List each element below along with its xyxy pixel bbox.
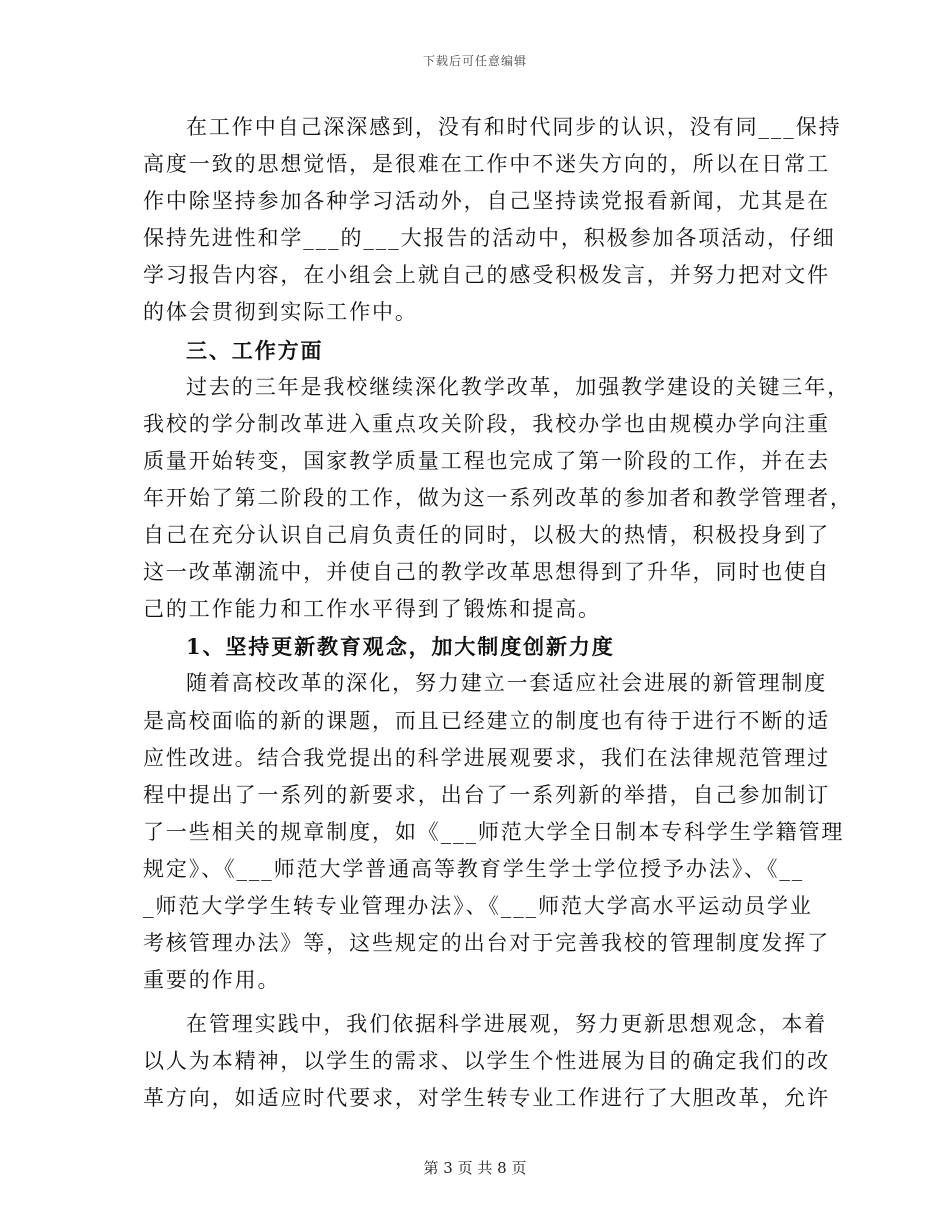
paragraph-line: 规定》、《___师范大学普通高等教育学生学士学位授予办法》、《__ — [143, 856, 805, 881]
paragraph-line: 在工作中自己深深感到，没有和时代同步的认识，没有同___保持 — [186, 115, 842, 139]
document-body — [143, 109, 853, 1118]
paragraph-line: 作中除坚持参加各种学习活动外，自己坚持读党报看新闻，尤其是在 — [143, 189, 830, 214]
paragraph-line: _师范大学学生转专业管理办法》、《___师范大学高水平运动员学业 — [143, 893, 813, 918]
paragraph-line: 应性改进。结合我党提出的科学进展观要求，我们在法律规范管理过 — [143, 745, 830, 770]
paragraph-line: 的体会贯彻到实际工作中。 — [143, 300, 418, 325]
section-heading: 三、工作方面 — [186, 337, 324, 363]
paragraph-line: 重要的作用。 — [143, 968, 281, 993]
paragraph-line: 己的工作能力和工作水平得到了锻炼和提高。 — [143, 597, 601, 622]
paragraph-line: 革方向，如适应时代要求，对学生转专业工作进行了大胆改革，允许 — [143, 1086, 830, 1111]
paragraph-line: 年开始了第二阶段的工作，做为这一系列改革的参加者和教学管理者， — [143, 485, 853, 510]
paragraph-line: 保持先进性和学___的___大报告的活动中，积极参加各项活动，仔细 — [143, 226, 836, 251]
paragraph-line: 随着高校改革的深化，努力建立一套适应社会进展的新管理制度 — [186, 671, 828, 696]
paragraph-line: 程中提出了一系列的新要求，出台了一系列新的举措，自己参加制订 — [143, 782, 830, 807]
section-heading: 1、坚持更新教育观念，加大制度创新力度 — [186, 634, 615, 660]
paragraph-line: 自己在充分认识自己肩负责任的同时，以极大的热情，积极投身到了 — [143, 523, 830, 548]
paragraph-line: 以人为本精神，以学生的需求、以学生个性进展为目的确定我们的改 — [143, 1049, 830, 1074]
paragraph-line: 是高校面临的新的课题，而且已经建立的制度也有待于进行不断的适 — [143, 708, 830, 733]
paragraph-line: 高度一致的思想觉悟，是很难在工作中不迷失方向的，所以在日常工 — [143, 152, 830, 177]
paragraph-line: 我校的学分制改革进入重点攻关阶段，我校办学也由规模办学向注重 — [143, 411, 830, 436]
paragraph-line: 学习报告内容，在小组会上就自己的感受积极发言，并努力把对文件 — [143, 263, 830, 288]
page-number-footer: 第 3 页 共 8 页 — [423, 1159, 527, 1177]
paragraph-line: 在管理实践中，我们依据科学进展观，努力更新思想观念，本着 — [186, 1012, 828, 1037]
paragraph-line: 质量开始转变，国家教学质量工程也完成了第一阶段的工作，并在去 — [143, 448, 830, 473]
paragraph-line: 考核管理办法》等，这些规定的出台对于完善我校的管理制度发挥了 — [143, 931, 830, 956]
paragraph-line: 了一些相关的规章制度，如《___师范大学全日制本专科学生学籍管理 — [143, 819, 845, 844]
paragraph-line: 过去的三年是我校继续深化教学改革，加强教学建设的关键三年， — [186, 374, 851, 399]
page-header: 下载后可任意编辑 — [422, 54, 527, 68]
paragraph-line: 这一改革潮流中，并使自己的教学改革思想得到了升华，同时也使自 — [143, 560, 830, 585]
